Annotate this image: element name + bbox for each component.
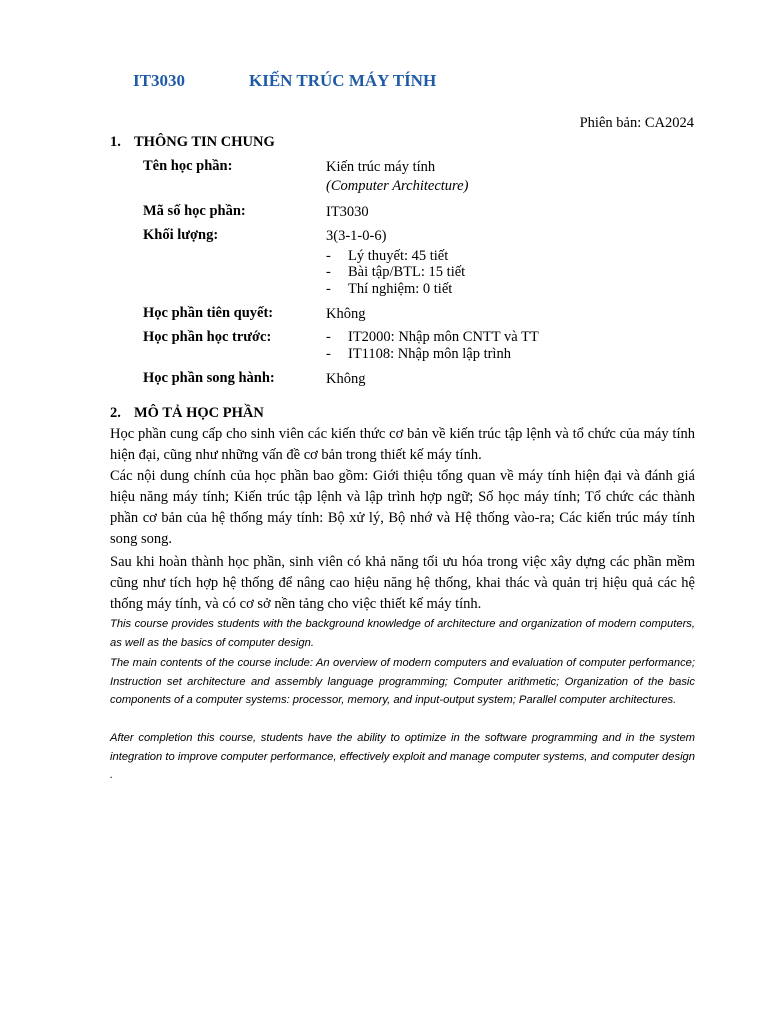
section-1-heading [110,134,275,151]
list-item: - IT2000: Nhập môn CNTT và TT [326,329,539,345]
description-paragraph-vi: Sau khi hoàn thành học phần, sinh viên có khả năng tối ưu hóa trong việc xây dựng các phần mềm cũng như tích hợp hệ thống để nâng cao hiệu năng hệ thống, khai thác và quản trị hiệu quả các hệ thống máy tính, và có cơ sở nền tảng cho việc thiết kế máy tính. [110,554,695,612]
list-item: - Lý thuyết: 45 tiết [326,248,449,264]
list-item: - IT1108: Nhập môn lập trình [326,346,511,362]
description-paragraph-en: After completion this course, students have the ability to optimize in the software programming and in the system integration to improve computer performance, effectively exploit and manage computer systems, and computer design . [110,732,695,781]
info-value: Không [326,371,366,387]
info-label: Học phần tiên quyết: [143,305,274,321]
list-item: - Bài tập/BTL: 15 tiết [326,264,466,280]
info-label: Khối lượng: [143,227,219,243]
section-1-title: THÔNG TIN CHUNG [134,134,275,150]
description-paragraph-vi: Các nội dung chính của học phần bao gồm: Giới thiệu tổng quan về máy tính hiện đại và đánh giá hiệu năng máy tính; Kiến trúc tập lệnh và lập trình hợp ngữ; Số học máy tính; Tổ chức các thành phần cơ bản của hệ thống máy tính: Bộ xử lý, Bộ nhớ và Hệ thống vào-ra; Các kiến trúc máy tính song song. [110,468,695,547]
info-value: 3(3-1-0-6) [326,228,387,244]
section-2-title: MÔ TẢ HỌC PHẦN [134,405,264,421]
description-paragraph-en: This course provides students with the background knowledge of architecture and organization of modern computers, as well as the basics of computer design. [110,618,695,649]
info-label: Học phần song hành: [143,370,275,386]
info-label: Tên học phần: [143,158,233,174]
info-label: Học phần học trước: [143,329,272,345]
course-name-en: (Computer Architecture) [326,178,469,194]
course-name-vi: Kiến trúc máy tính [326,159,436,175]
section-2-number: 2. [110,405,121,421]
description-paragraph-en: The main contents of the course include: An overview of modern computers and evaluation of computer performance; Instruction set architecture and assembly language programming; Computer arithmetic; Organization of the basic components of a computer systems: processor, memory, and input-output system; Parallel computer architectures. [110,657,695,706]
section-2-heading [110,405,264,422]
info-label: Mã số học phần: [143,203,246,219]
info-value: IT3030 [326,204,369,220]
section-1-number: 1. [110,134,121,150]
info-value: Không [326,306,366,322]
course-title: KIẾN TRÚC MÁY TÍNH [249,71,437,90]
list-item: - Thí nghiệm: 0 tiết [326,281,453,297]
description-paragraph-vi: Học phần cung cấp cho sinh viên các kiến thức cơ bản về kiến trúc tập lệnh và tổ chức của máy tính hiện đại, cũng như những vấn đề cơ bản trong thiết kế máy tính. [110,426,695,463]
info-value [326,158,468,196]
version-label: Phiên bản: CA2024 [579,115,694,131]
course-code: IT3030 [133,71,185,90]
